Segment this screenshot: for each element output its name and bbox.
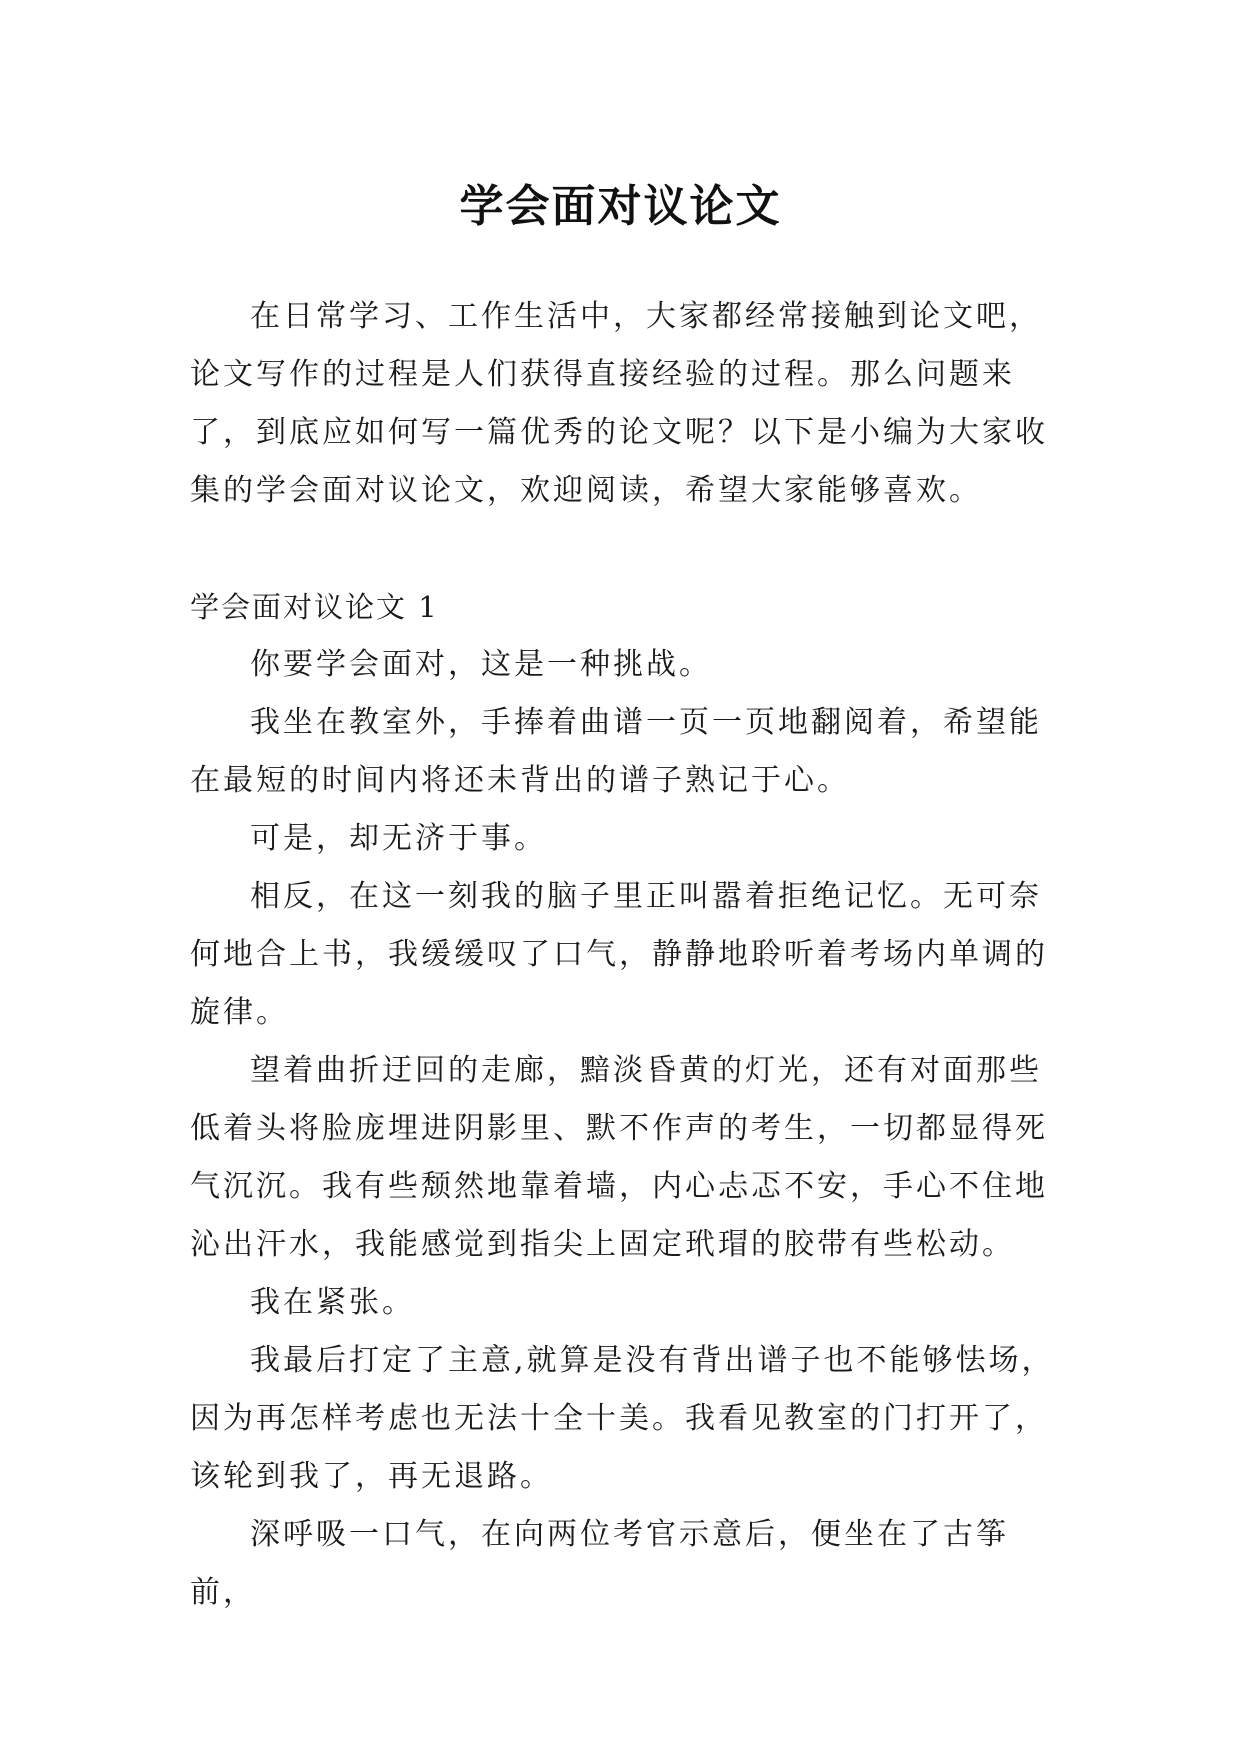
body-paragraph: 你要学会面对，这是一种挑战。 xyxy=(250,647,712,682)
document-title: 学会面对议论文 xyxy=(459,181,782,233)
body-paragraph: 我坐在教室外，手捧着曲谱一页一页地翻阅着，希望能在最短的时间内将还未背出的谱子熟记于心。 xyxy=(190,705,1042,798)
body-paragraph: 望着曲折迂回的走廊，黯淡昏黄的灯光，还有对面那些低着头将脸庞埋进阴影里、默不作声的考生，一切都显得死气沉沉。我有些颓然地靠着墙，内心忐忑不安，手心不住地沁出汗水，我能感觉到指尖上固定玳瑁的胶带有些松动。 xyxy=(190,1053,1048,1262)
document-body xyxy=(190,288,1060,1622)
body-paragraph: 我在紧张。 xyxy=(250,1285,415,1320)
body-paragraph: 我最后打定了主意,就算是没有背出谱子也不能够怯场，因为再怎样考虑也无法十全十美。我看见教室的门打开了，该轮到我了，再无退路。 xyxy=(190,1343,1055,1494)
section-heading: 学会面对议论文 1 xyxy=(190,590,439,624)
body-paragraph: 深呼吸一口气，在向两位考官示意后，便坐在了古筝前， xyxy=(190,1517,1009,1610)
body-paragraph: 可是，却无济于事。 xyxy=(250,821,547,856)
body-paragraph: 相反，在这一刻我的脑子里正叫嚣着拒绝记忆。无可奈何地合上书，我缓缓叹了口气，静静地聆听着考场内单调的旋律。 xyxy=(190,879,1048,1030)
intro-paragraph: 在日常学习、工作生活中，大家都经常接触到论文吧，论文写作的过程是人们获得直接经验的过程。那么问题来了，到底应如何写一篇优秀的论文呢？以下是小编为大家收集的学会面对议论文，欢迎阅读，希望大家能够喜欢。 xyxy=(190,299,1048,508)
